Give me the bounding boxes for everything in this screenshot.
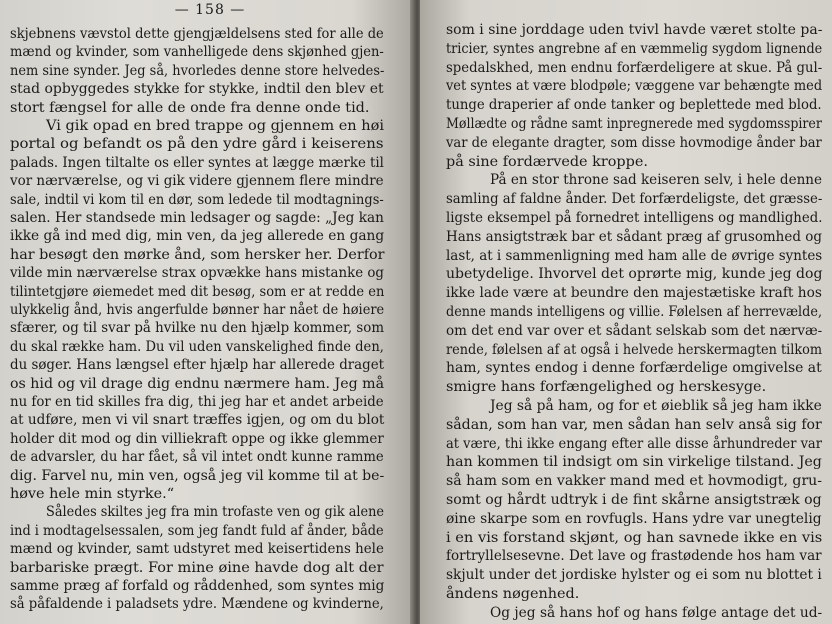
text-line: så påfaldende i paladsets ydre. Mændene og kvinderne, [10,596,384,613]
text-line: ulykkelig ånd, hvis angerfulde bønner har nået de høiere [10,302,385,318]
text-line: Møllædte og rådne samt inpregnerede med sygdomsspirer [446,116,822,132]
text-line: han kommen til indsigt om sin virkelige tilstand. Jeg [446,454,822,471]
text-line: portal og befandt os på den ydre gård i keiserens [10,136,384,153]
text-line: vor nærværelse, og vi gik videre gjennem flere mindre [10,173,384,190]
text-line: skjult under det jordiske hylster og ei som nu blottet i [446,567,822,584]
text-line: de advarsler, du har fået, så vil intet ondt kunne ramme [10,449,384,466]
text-line: at være, thi ikke engang efter alle disse århundreder var [446,435,822,452]
text-line: stort fængsel for alle de onde fra denne onde tid. [10,99,370,116]
text-line: du skal række ham. Du vil uden vanskelighed finde den, [10,338,384,355]
text-line: sfærer, og til svar på hvilke nu den hjælp kommer, som [10,320,385,337]
text-line: tunge draperier af onde tanker og beplettede med blod. [446,97,822,114]
text-line: nem sine synder. Jeg så, hvorledes denne store helvedes- [10,62,385,79]
text-line: høve hele min styrke.“ [10,486,175,502]
text-line: spedalskhed, men endnu forfærdeligere at skue. På gul- [446,59,823,76]
text-line: at udføre, men vi vil snart træffes igjen, og om du blot [10,412,385,429]
text-line: Hans ansigtstræk bar et sådant præg af grusomhed og [446,228,822,245]
text-line: dig. Farvel nu, min ven, også jeg vil komme til at be- [10,467,385,484]
text-line: Og jeg så hans hof og hans følge antage det ud- [490,604,823,621]
text-line: ligste eksempel på fornedret intelligens og mandlighed. [446,210,823,226]
text-line: på sine fordærvede kroppe. [446,153,648,170]
text-line: har besøgt den mørke ånd, som hersker her. Derfor [10,246,385,263]
right-page [420,0,832,624]
text-line: samme præg af forfald og råddenhed, som syntes mig [10,578,385,594]
text-line: ikke lade være at beundre den majestætiske kraft hos [446,285,822,302]
text-line: du søger. Hans længsel efter hjælp har allerede draget [10,357,385,374]
text-line: sådan, som han var, men sådan han selv anså sig for [446,416,822,433]
text-line: i en vis forstand skjønt, og han savnede ikke en vis [446,529,823,546]
text-line: rende, følelsen af at også i helvede herskermagten tilkom [446,341,823,358]
text-line: så ham som en vakker mand med et hovmodigt, gru- [446,473,823,490]
text-line: mænd og kvinder, samt udstyret med keisertidens hele [10,541,384,558]
text-line: fortryllelsesevne. Det lave og frastødende hos ham var [446,548,822,565]
text-line: ikke gå ind med dig, min ven, da jeg allerede en gang [10,228,385,245]
text-line: tricier, syntes angrebne af en væmmelig sygdom lignende [446,40,823,57]
text-line: Således skiltes jeg fra min trofaste ven og gik alene [46,504,385,521]
text-line: sale, indtil vi kom til en dør, som ledede til modtagnings- [10,191,384,208]
text-line: smigre hans forfængelighed og herskesyge. [446,379,767,396]
text-line: somt og hårdt udtryk i de fint skårne ansigtstræk og [446,492,822,508]
text-line: stad opbyggedes stykke for stykke, indtil den blev et [10,81,384,98]
text-line: øine skarpe som en rovfugls. Hans ydre var unegtelig [446,510,822,527]
text-line: samling af faldne ånder. Det forfærdeligste, det græsse- [446,191,823,208]
text-line: ham, syntes endog i denne forfærdelige omgivelse at [446,360,822,377]
text-line: skjebnens vævstol dette gjengjældelsens sted for alle de [10,26,384,42]
text-line: Jeg så på ham, og for et øieblik så jeg ham ikke [490,398,822,414]
text-line: last, at i sammenligning med ham alle de øvrige syntes [446,247,823,264]
text-line: os hid og vil drage dig endnu nærmere ham. Jeg må [10,375,385,392]
left-page [0,0,414,624]
text-line: Vi gik opad en bred trappe og gjennem en høi [46,118,384,134]
text-line: åndens nøgenhed. [446,586,580,602]
text-line: som i sine jorddage uden tvivl havde været stolte pa- [446,22,823,38]
text-line: nu for en tid skilles fra dig, thi jeg har et andet arbeide [10,394,384,410]
text-line: På en stor throne sad keiseren selv, i hele denne [490,172,823,189]
text-line: ind i modtagelsessalen, som jeg fandt fuld af ånder, både [10,522,384,539]
text-line: vilde min nærværelse strax opvække hans mistanke og [10,265,384,282]
text-line: tilintetgjøre øiemedet med dit besøg, som er at redde en [10,283,385,300]
text-line: mænd og kvinder, som vanhelligede dens skjønhed gjen- [10,44,384,61]
text-line: salen. Her standsede min ledsager og sagde: „Jeg kan [10,210,384,226]
text-line: var de elegante dragter, som disse hovmodige ånder bar [446,134,822,151]
text-line: denne mands intelligens og villie. Følelsen af herrevælde, [446,304,823,320]
text-line: vet syntes at være blodpøle; væggene var behængte med [446,78,823,95]
text-line: barbariske prægt. For mine øine havde dog alt der [10,559,384,576]
text-line: ubetydelige. Ihvorvel det oprørte mig, kunde jeg dog [446,266,823,283]
page-number: — 158 — [174,2,246,18]
text-line: palads. Ingen tiltalte os eller syntes at lægge mærke til [10,154,384,171]
text-line: om det end var over et sådant selskab som det nærvæ- [446,322,823,339]
text-line: holder dit mod og din villiekraft oppe og ikke glemmer [10,430,384,447]
